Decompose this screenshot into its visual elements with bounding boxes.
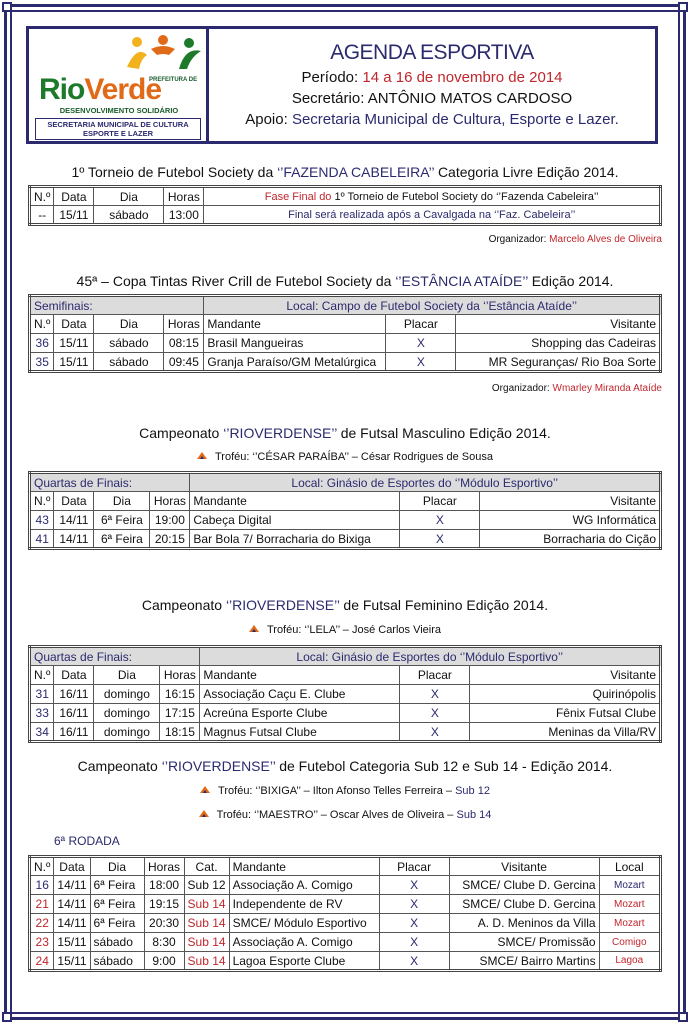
trophy-line: Troféu: ‘’MAESTRO’’ – Oscar Alves de Oliveira – Sub 14 bbox=[26, 809, 664, 821]
table-row: -- 15/11 sábado 13:00 Final será realizada após a Cavalgada na ‘’Faz. Cabeleira’’ bbox=[30, 206, 661, 225]
section-title-futsal-masculino: Campeonato ‘’RIOVERDENSE’’ de Futsal Masculino Edição 2014. bbox=[139, 425, 551, 441]
table-estancia-ataide bbox=[28, 294, 662, 373]
table-row: 23 15/11 sábado 8:30 Sub 14 Associação A. Comigo X SMCE/ Promissão Comigo bbox=[30, 933, 661, 952]
secretario: Secretário: ANTÔNIO MATOS CARDOSO bbox=[291, 90, 573, 107]
corner-ornament bbox=[2, 1012, 12, 1022]
table-row: 43 14/11 6ª Feira 19:00 Cabeça Digital X WG Informática bbox=[30, 511, 661, 530]
logo-tagline: DESENVOLVIMENTO SOLIDÁRIO bbox=[59, 106, 179, 115]
header-box bbox=[26, 26, 658, 144]
rio-verde-logo bbox=[29, 29, 209, 141]
header-info bbox=[209, 29, 655, 141]
table-row: N.º Data Dia Horas Mandante Placar Visitante bbox=[30, 492, 661, 511]
table-row: 16 14/11 6ª Feira 18:00 Sub 12 Associação A. Comigo X SMCE/ Clube D. Gercina Mozart bbox=[30, 876, 661, 895]
corner-ornament bbox=[678, 1012, 688, 1022]
table-row: 31 16/11 domingo 16:15 Associação Caçu E. Clube X Quirinópolis bbox=[30, 685, 661, 704]
table-row: N.º Data Dia Horas Cat. Mandante Placar Visitante Local bbox=[30, 857, 661, 876]
logo-name: RioVerde bbox=[39, 73, 162, 106]
periodo: Período: 14 a 16 de novembro de 2014 bbox=[301, 69, 563, 86]
corner-ornament bbox=[2, 2, 12, 12]
section-title-fazenda-cabeleira: 1º Torneio de Futebol Society da ‘’FAZENDA CABELEIRA’’ Categoria Livre Edição 2014. bbox=[71, 164, 619, 180]
section-title-futsal-feminino: Campeonato ‘’RIOVERDENSE’’ de Futsal Feminino Edição 2014. bbox=[141, 597, 549, 613]
arrow-bullet-icon bbox=[197, 451, 207, 461]
table-row: 34 16/11 domingo 18:15 Magnus Futsal Clube X Meninas da Villa/RV bbox=[30, 723, 661, 742]
logo-prefeitura: PREFEITURA DE bbox=[149, 77, 198, 83]
table-row: 36 15/11 sábado 08:15 Brasil Mangueiras X Shopping das Cadeiras bbox=[30, 334, 661, 353]
table-row: 24 15/11 sábado 9:00 Sub 14 Lagoa Esporte Clube X SMCE/ Bairro Martins Lagoa bbox=[30, 952, 661, 971]
table-row: Semifinais: Local: Campo de Futebol Society da ‘’Estância Ataíde’’ bbox=[30, 296, 661, 315]
logo-secretaria: SECRETARIA MUNICIPAL DE CULTURA ESPORTE E LAZER bbox=[35, 118, 201, 140]
trophy-line: Troféu: ‘’BIXIGA’’ – Ilton Afonso Telles Ferreira – Sub 12 bbox=[26, 785, 664, 797]
corner-ornament bbox=[678, 2, 688, 12]
arrow-bullet-icon bbox=[199, 809, 209, 819]
table-row: 21 14/11 6ª Feira 19:15 Sub 14 Independente de RV X SMCE/ Clube D. Gercina Mozart bbox=[30, 895, 661, 914]
people-figures-icon bbox=[123, 35, 203, 71]
section-title-estancia-ataide: 45ª – Copa Tintas River Crill de Futebol Society da ‘’ESTÂNCIA ATAÍDE’’ Edição 2014. bbox=[76, 273, 614, 289]
arrow-bullet-icon bbox=[249, 624, 259, 634]
arrow-bullet-icon bbox=[200, 785, 210, 795]
organizer-2: Organizador: Wmarley Miranda Ataíde bbox=[491, 383, 662, 394]
table-row: 35 15/11 sábado 09:45 Granja Paraíso/GM Metalúrgica X MR Seguranças/ Rio Boa Sorte bbox=[30, 353, 661, 372]
organizer-1: Organizador: Marcelo Alves de Oliveira bbox=[488, 234, 662, 245]
table-row: Quartas de Finais: Local: Ginásio de Esportes do ‘’Módulo Esportivo’’ bbox=[30, 473, 661, 492]
table-sub12-sub14 bbox=[28, 855, 662, 972]
trophy-line: Troféu: ‘’LELA’’ – José Carlos Vieira bbox=[26, 624, 664, 636]
trophy-line: Troféu: ‘’CÉSAR PARAÍBA’’ – César Rodrigues de Sousa bbox=[26, 451, 664, 463]
section-title-sub12-sub14: Campeonato ‘’RIOVERDENSE’’ de Futebol Categoria Sub 12 e Sub 14 - Edição 2014. bbox=[77, 758, 613, 774]
round-label: 6ª RODADA bbox=[54, 834, 120, 848]
table-row: 33 16/11 domingo 17:15 Acreúna Esporte Clube X Fênix Futsal Clube bbox=[30, 704, 661, 723]
table-row: N.º Data Dia Horas Mandante Placar Visitante bbox=[30, 666, 661, 685]
table-fazenda-cabeleira bbox=[28, 185, 662, 226]
table-row: 22 14/11 6ª Feira 20:30 Sub 14 SMCE/ Módulo Esportivo X A. D. Meninos da Villa Mozart bbox=[30, 914, 661, 933]
page-title: AGENDA ESPORTIVA bbox=[330, 41, 534, 64]
table-futsal-feminino bbox=[28, 645, 662, 743]
table-futsal-masculino bbox=[28, 471, 662, 550]
table-row: N.º Data Dia Horas Fase Final do 1º Torneio de Futebol Society do ‘’Fazenda Cabeleira’’ bbox=[30, 187, 661, 206]
table-row: Quartas de Finais: Local: Ginásio de Esportes do ‘’Módulo Esportivo’’ bbox=[30, 647, 661, 666]
table-row: N.º Data Dia Horas Mandante Placar Visitante bbox=[30, 315, 661, 334]
apoio: Apoio: Secretaria Municipal de Cultura, Esporte e Lazer. bbox=[245, 111, 619, 128]
table-row: 41 14/11 6ª Feira 20:15 Bar Bola 7/ Borracharia do Bixiga X Borracharia do Cição bbox=[30, 530, 661, 549]
